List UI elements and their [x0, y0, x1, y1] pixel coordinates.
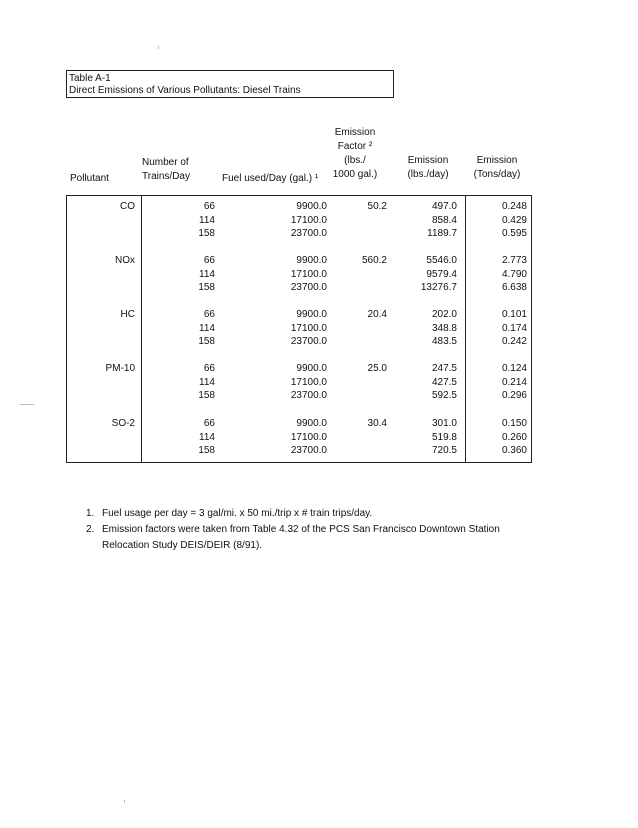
emission-lbs: 427.5	[431, 376, 457, 388]
column-divider-pollutant	[141, 196, 142, 462]
emission-factor: 30.4	[367, 418, 387, 429]
header-trains	[142, 156, 190, 184]
header-em-lbs-line2: (lbs./day)	[407, 169, 449, 180]
fuel-used: 17100.0	[290, 431, 327, 443]
header-em-lbs-line1: Emission	[407, 155, 449, 166]
trains-per-day: 158	[198, 445, 215, 456]
fuel-used: 9900.0	[296, 309, 327, 320]
fuel-used: 9900.0	[296, 418, 327, 429]
emission-lbs: 247.5	[431, 363, 457, 374]
emission-tons: 0.150	[501, 418, 527, 429]
trains-per-day: 114	[199, 376, 215, 388]
emission-lbs: 483.5	[431, 336, 457, 347]
header-emission-tons	[464, 154, 530, 182]
fuel-used: 17100.0	[290, 214, 327, 226]
emission-lbs: 348.8	[431, 322, 457, 334]
footnotes	[86, 506, 546, 554]
emission-factor: 25.0	[367, 363, 387, 374]
column-divider-tons	[465, 196, 466, 462]
emission-lbs: 1189.7	[427, 228, 457, 239]
header-ef-line3: (lbs./	[344, 155, 366, 166]
trains-per-day: 66	[203, 418, 215, 429]
fuel-used: 23700.0	[290, 445, 327, 456]
pollutant-name: HC	[120, 309, 135, 320]
footnote-1	[86, 506, 546, 522]
trains-per-day: 158	[198, 228, 215, 239]
table-caption: Direct Emissions of Various Pollutants: Diesel Trains	[69, 85, 301, 96]
emission-lbs: 301.0	[431, 418, 457, 429]
header-emission-lbs	[398, 154, 458, 182]
fuel-used: 23700.0	[290, 228, 327, 239]
emission-lbs: 497.0	[431, 201, 457, 212]
fuel-used: 23700.0	[290, 390, 327, 401]
fuel-used: 9900.0	[296, 255, 327, 266]
header-trains-line2: Trains/Day	[142, 171, 190, 182]
fuel-used: 17100.0	[290, 268, 327, 280]
trains-per-day: 114	[199, 214, 215, 226]
emission-tons: 0.429	[501, 214, 527, 226]
footnote-1-number: 1.	[86, 508, 95, 519]
trains-per-day: 158	[198, 282, 215, 293]
trains-per-day: 158	[198, 390, 215, 401]
header-emission-factor	[322, 126, 388, 182]
footnote-2	[86, 522, 546, 554]
emission-tons: 0.124	[501, 363, 527, 374]
table-title-box	[66, 70, 394, 98]
header-fuel: Fuel used/Day (gal.) ¹	[222, 173, 319, 184]
emission-lbs: 720.5	[431, 445, 457, 456]
scan-mark-dot-top	[158, 46, 159, 49]
fuel-used: 9900.0	[296, 201, 327, 212]
pollutant-name: CO	[120, 201, 135, 212]
emission-lbs: 9579.4	[426, 268, 457, 280]
header-em-tons-line2: (Tons/day)	[473, 169, 521, 180]
emission-factor: 20.4	[367, 309, 387, 320]
fuel-used: 9900.0	[296, 363, 327, 374]
header-ef-line1: Emission	[334, 127, 376, 138]
emission-tons: 0.296	[501, 390, 527, 401]
emission-lbs: 519.8	[431, 431, 457, 443]
emission-lbs: 858.4	[431, 214, 457, 226]
emission-tons: 0.248	[501, 201, 527, 212]
emission-lbs: 202.0	[431, 309, 457, 320]
emission-lbs: 13276.7	[420, 282, 457, 293]
emission-tons: 6.638	[501, 282, 527, 293]
emission-tons: 0.595	[501, 228, 527, 239]
scan-mark-dash	[20, 404, 34, 405]
pollutant-name: NOx	[115, 255, 135, 266]
footnote-2-text: Emission factors were taken from Table 4.32 of the PCS San Francisco Downtown Station Relocation Study DEIS/DEIR (8/91).	[102, 524, 500, 551]
emission-factor: 50.2	[367, 201, 387, 212]
footnote-1-text: Fuel usage per day = 3 gal/mi. x 50 mi./trip x # train trips/day.	[102, 508, 373, 519]
header-ef-line4: 1000 gal.)	[332, 169, 378, 180]
emissions-table	[66, 195, 532, 463]
scan-mark-dot-bottom	[124, 800, 125, 803]
fuel-used: 23700.0	[290, 336, 327, 347]
emission-tons: 4.790	[501, 268, 527, 280]
fuel-used: 17100.0	[290, 322, 327, 334]
pollutant-name: PM-10	[105, 363, 135, 374]
table-number: Table A-1	[69, 73, 111, 84]
emission-tons: 0.260	[501, 431, 527, 443]
trains-per-day: 66	[203, 255, 215, 266]
trains-per-day: 66	[203, 363, 215, 374]
emission-tons: 0.101	[501, 309, 527, 320]
header-pollutant: Pollutant	[70, 173, 109, 184]
header-em-tons-line1: Emission	[476, 155, 518, 166]
footnote-2-number: 2.	[86, 524, 95, 535]
emission-tons: 2.773	[501, 255, 527, 266]
pollutant-name: SO-2	[111, 418, 135, 429]
header-trains-line1: Number of	[142, 157, 189, 168]
emission-lbs: 592.5	[431, 390, 457, 401]
trains-per-day: 114	[199, 268, 215, 280]
header-ef-line2: Factor ²	[337, 141, 373, 152]
emission-factor: 560.2	[361, 255, 387, 266]
fuel-used: 17100.0	[290, 376, 327, 388]
emission-tons: 0.242	[501, 336, 527, 347]
emission-tons: 0.174	[501, 322, 527, 334]
fuel-used: 23700.0	[290, 282, 327, 293]
emission-tons: 0.214	[501, 376, 527, 388]
trains-per-day: 66	[203, 201, 215, 212]
emission-lbs: 5546.0	[426, 255, 457, 266]
trains-per-day: 114	[199, 431, 215, 443]
trains-per-day: 158	[198, 336, 215, 347]
emission-tons: 0.360	[501, 445, 527, 456]
trains-per-day: 66	[203, 309, 215, 320]
trains-per-day: 114	[199, 322, 215, 334]
